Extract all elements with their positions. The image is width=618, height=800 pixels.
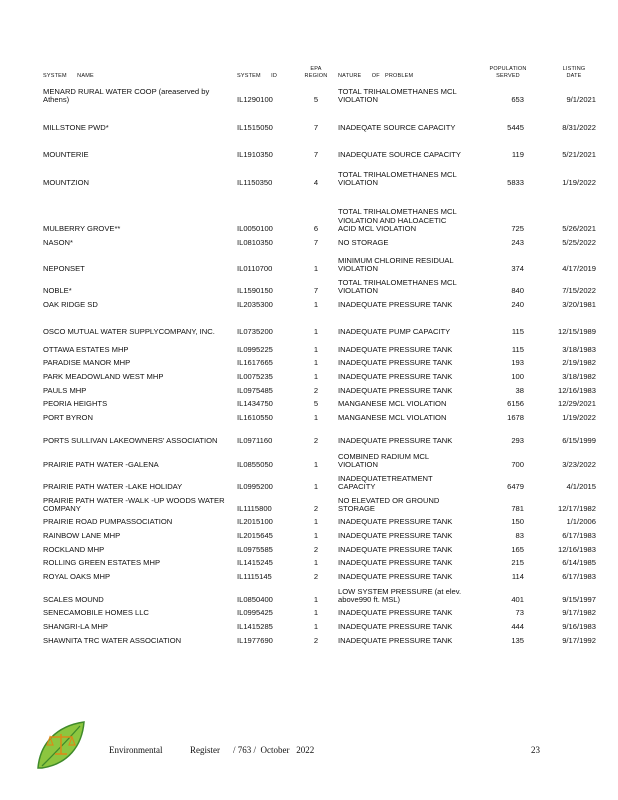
system-name-cell: PORTS SULLIVAN LAKEOWNERS' ASSOCIATION bbox=[43, 436, 218, 446]
problem-cell: INADEQUATE PRESSURE TANK bbox=[338, 386, 453, 396]
population-cell: 100 bbox=[511, 372, 524, 382]
system-name-cell: PEORIA HEIGHTS bbox=[43, 399, 108, 409]
epa-region-cell: 1 bbox=[313, 327, 319, 337]
system-id-cell: IL0975585 bbox=[237, 545, 273, 555]
population-cell: 840 bbox=[511, 286, 524, 296]
system-id-cell: IL1434750 bbox=[237, 399, 273, 409]
listing-date-cell: 9/1/2021 bbox=[566, 95, 596, 105]
epa-region-cell: 1 bbox=[313, 622, 319, 632]
listing-date-cell: 9/15/1997 bbox=[562, 595, 596, 605]
listing-date-cell: 8/31/2022 bbox=[562, 123, 596, 133]
listing-date-cell: 5/26/2021 bbox=[562, 224, 596, 234]
table-row bbox=[0, 606, 618, 646]
system-name-cell: SHANGRI-LA MHP bbox=[43, 622, 108, 632]
header-population-served: POPULATION SERVED bbox=[489, 66, 527, 79]
system-id-cell: IL2015645 bbox=[237, 531, 273, 541]
problem-cell: COMBINED RADIUM MCL VIOLATION bbox=[338, 451, 429, 470]
epa-region-cell: 1 bbox=[313, 300, 319, 310]
population-cell: 119 bbox=[511, 150, 524, 160]
population-cell: 114 bbox=[511, 572, 524, 582]
system-id-cell: IL0995200 bbox=[237, 482, 273, 492]
population-cell: 150 bbox=[511, 517, 524, 527]
system-id-cell: IL1115145 bbox=[237, 572, 272, 582]
problem-cell: TOTAL TRIHALOMETHANES MCL VIOLATION bbox=[338, 169, 457, 188]
population-cell: 725 bbox=[511, 224, 524, 234]
problem-cell: INADEQATE SOURCE CAPACITY bbox=[338, 123, 456, 133]
listing-date-cell: 12/16/1983 bbox=[557, 545, 596, 555]
footer-publication: Environmental bbox=[109, 745, 163, 755]
problem-cell: INADEQUATETREATMENT CAPACITY bbox=[338, 473, 433, 492]
listing-date-cell: 12/29/2021 bbox=[557, 399, 596, 409]
problem-cell: INADEQUATE PRESSURE TANK bbox=[338, 572, 453, 582]
population-cell: 444 bbox=[511, 622, 524, 632]
population-cell: 165 bbox=[511, 545, 524, 555]
population-cell: 240 bbox=[511, 300, 524, 310]
system-name-cell: NOBLE* bbox=[43, 286, 72, 296]
epa-region-cell: 2 bbox=[313, 636, 319, 646]
system-name-cell: MOUNTERIE bbox=[43, 150, 89, 160]
system-id-cell: IL1590150 bbox=[237, 286, 273, 296]
epa-region-cell: 7 bbox=[313, 238, 319, 248]
population-cell: 135 bbox=[511, 636, 524, 646]
header-system-name: SYSTEM NAME bbox=[43, 73, 94, 79]
system-name-cell: SHAWNITA TRC WATER ASSOCIATION bbox=[43, 636, 182, 646]
system-id-cell: IL1415245 bbox=[237, 558, 273, 568]
problem-cell: INADEQUATE PRESSURE TANK bbox=[338, 622, 453, 632]
problem-cell: INADEQUATE PUMP CAPACITY bbox=[338, 327, 451, 337]
listing-date-cell: 6/14/1985 bbox=[562, 558, 596, 568]
epa-region-cell: 1 bbox=[313, 595, 319, 605]
epa-region-cell: 4 bbox=[313, 178, 319, 188]
listing-date-cell: 4/17/2019 bbox=[562, 264, 596, 274]
system-name-cell: MENARD RURAL WATER COOP (areaserved by Athens) bbox=[43, 86, 210, 105]
epa-region-cell: 1 bbox=[313, 531, 319, 541]
epa-region-cell: 2 bbox=[313, 572, 319, 582]
epa-region-cell: 1 bbox=[313, 345, 319, 355]
system-name-cell: ROLLING GREEN ESTATES MHP bbox=[43, 558, 161, 568]
system-id-cell: IL1415285 bbox=[237, 622, 273, 632]
population-cell: 374 bbox=[511, 264, 524, 274]
epa-region-cell: 1 bbox=[313, 372, 319, 382]
listing-date-cell: 1/19/2022 bbox=[562, 178, 596, 188]
problem-cell: INADEQUATE PRESSURE TANK bbox=[338, 558, 453, 568]
population-cell: 6156 bbox=[507, 399, 524, 409]
population-cell: 5833 bbox=[507, 178, 524, 188]
epa-region-cell: 1 bbox=[313, 264, 319, 274]
problem-cell: INADEQUATE PRESSURE TANK bbox=[338, 517, 453, 527]
header-epa-region: EPA REGION bbox=[304, 66, 328, 79]
listing-date-cell: 1/19/2022 bbox=[562, 413, 596, 423]
system-name-cell: PORT BYRON bbox=[43, 413, 93, 423]
population-cell: 243 bbox=[511, 238, 524, 248]
problem-cell: TOTAL TRIHALOMETHANES MCL VIOLATION bbox=[338, 86, 457, 105]
system-id-cell: IL0110700 bbox=[237, 264, 273, 274]
population-cell: 215 bbox=[511, 558, 524, 568]
system-name-cell: RAINBOW LANE MHP bbox=[43, 531, 121, 541]
system-id-cell: IL0050100 bbox=[237, 224, 273, 234]
system-name-cell: PRAIRIE PATH WATER -LAKE HOLIDAY bbox=[43, 482, 183, 492]
population-cell: 1678 bbox=[507, 413, 524, 423]
system-id-cell: IL0850400 bbox=[237, 595, 273, 605]
footer-register: Register bbox=[190, 745, 220, 755]
system-id-cell: IL1150350 bbox=[237, 178, 273, 188]
population-cell: 5445 bbox=[507, 123, 524, 133]
listing-date-cell: 9/16/1983 bbox=[562, 622, 596, 632]
system-id-cell: IL1610550 bbox=[237, 413, 273, 423]
system-id-cell: IL1290100 bbox=[237, 95, 273, 105]
listing-date-cell: 6/15/1999 bbox=[562, 436, 596, 446]
epa-region-cell: 1 bbox=[313, 413, 319, 423]
population-cell: 73 bbox=[515, 608, 524, 618]
epa-region-cell: 1 bbox=[313, 608, 319, 618]
problem-cell: INADEQUATE PRESSURE TANK bbox=[338, 345, 453, 355]
system-name-cell: PRAIRIE PATH WATER -WALK -UP WOODS WATER COMPANY bbox=[43, 495, 225, 514]
footer-page-number: 23 bbox=[531, 745, 540, 755]
system-id-cell: IL1910350 bbox=[237, 150, 273, 160]
system-name-cell: MOUNTZION bbox=[43, 178, 89, 188]
population-cell: 781 bbox=[511, 504, 524, 514]
system-id-cell: IL0975485 bbox=[237, 386, 273, 396]
epa-region-cell: 5 bbox=[313, 399, 319, 409]
listing-date-cell: 6/17/1983 bbox=[562, 531, 596, 541]
epa-region-cell: 1 bbox=[313, 517, 319, 527]
population-cell: 193 bbox=[511, 358, 524, 368]
epa-region-cell: 2 bbox=[313, 504, 319, 514]
system-id-cell: IL0075235 bbox=[237, 372, 273, 382]
listing-date-cell: 3/18/1983 bbox=[562, 345, 596, 355]
system-name-cell: PRAIRIE PATH WATER -GALENA bbox=[43, 460, 159, 470]
problem-cell: INADEQUATE PRESSURE TANK bbox=[338, 545, 453, 555]
listing-date-cell: 1/1/2006 bbox=[566, 517, 596, 527]
problem-cell: INADEQUATE PRESSURE TANK bbox=[338, 531, 453, 541]
system-id-cell: IL2015100 bbox=[237, 517, 273, 527]
system-id-cell: IL0810350 bbox=[237, 238, 273, 248]
epa-region-cell: 1 bbox=[313, 460, 319, 470]
epa-region-cell: 7 bbox=[313, 150, 319, 160]
epa-region-cell: 2 bbox=[313, 386, 319, 396]
problem-cell: INADEQUATE PRESSURE TANK bbox=[338, 608, 453, 618]
system-name-cell: SCALES MOUND bbox=[43, 595, 104, 605]
system-name-cell: ROCKLAND MHP bbox=[43, 545, 105, 555]
epa-region-cell: 7 bbox=[313, 123, 319, 133]
system-id-cell: IL1617665 bbox=[237, 358, 273, 368]
population-cell: 401 bbox=[511, 595, 524, 605]
header-listing-date: LISTING DATE bbox=[562, 66, 586, 79]
population-cell: 115 bbox=[511, 345, 524, 355]
problem-cell: TOTAL TRIHALOMETHANES MCL VIOLATION bbox=[338, 277, 457, 296]
system-id-cell: IL1977690 bbox=[237, 636, 273, 646]
epa-region-cell: 2 bbox=[313, 545, 319, 555]
epa-region-cell: 7 bbox=[313, 286, 319, 296]
problem-cell: NO STORAGE bbox=[338, 238, 389, 248]
problem-cell: INADEQUATE PRESSURE TANK bbox=[338, 300, 453, 310]
system-name-cell: MULBERRY GROVE** bbox=[43, 224, 121, 234]
population-cell: 700 bbox=[511, 460, 524, 470]
listing-date-cell: 4/1/2015 bbox=[566, 482, 596, 492]
listing-date-cell: 12/16/1983 bbox=[557, 386, 596, 396]
system-id-cell: IL0855050 bbox=[237, 460, 273, 470]
system-name-cell: SENECAMOBILE HOMES LLC bbox=[43, 608, 149, 618]
population-cell: 653 bbox=[511, 95, 524, 105]
leaf-scales-logo-icon bbox=[34, 718, 88, 772]
system-name-cell: ROYAL OAKS MHP bbox=[43, 572, 111, 582]
listing-date-cell: 12/17/1982 bbox=[557, 504, 596, 514]
problem-cell: INADEQUATE PRESSURE TANK bbox=[338, 372, 453, 382]
system-name-cell: PARK MEADOWLAND WEST MHP bbox=[43, 372, 164, 382]
listing-date-cell: 3/18/1982 bbox=[562, 372, 596, 382]
population-cell: 83 bbox=[515, 531, 524, 541]
system-name-cell: NASON* bbox=[43, 238, 73, 248]
system-name-cell: NEPONSET bbox=[43, 264, 85, 274]
problem-cell: LOW SYSTEM PRESSURE (at elev. above990 ft. MSL) bbox=[338, 586, 462, 605]
system-id-cell: IL0995225 bbox=[237, 345, 273, 355]
header-system-id: SYSTEM ID bbox=[237, 73, 278, 79]
system-name-cell: OAK RIDGE SD bbox=[43, 300, 98, 310]
population-cell: 6479 bbox=[507, 482, 524, 492]
epa-region-cell: 5 bbox=[313, 95, 319, 105]
problem-cell: TOTAL TRIHALOMETHANES MCL VIOLATION AND HALOACETIC ACID MCL VIOLATION bbox=[338, 207, 457, 234]
problem-cell: INADEQUATE PRESSURE TANK bbox=[338, 358, 453, 368]
listing-date-cell: 5/21/2021 bbox=[562, 150, 596, 160]
listing-date-cell: 7/15/2022 bbox=[562, 286, 596, 296]
system-name-cell: PARADISE MANOR MHP bbox=[43, 358, 131, 368]
listing-date-cell: 2/19/1982 bbox=[562, 358, 596, 368]
system-name-cell: MILLSTONE PWD* bbox=[43, 123, 109, 133]
problem-cell: NO ELEVATED OR GROUND STORAGE bbox=[338, 495, 440, 514]
problem-cell: INADEQUATE SOURCE CAPACITY bbox=[338, 150, 461, 160]
epa-region-cell: 1 bbox=[313, 482, 319, 492]
listing-date-cell: 3/23/2022 bbox=[562, 460, 596, 470]
system-id-cell: IL0995425 bbox=[237, 608, 273, 618]
footer-issue: / 763 / October 2022 bbox=[233, 745, 315, 755]
listing-date-cell: 3/20/1981 bbox=[562, 300, 596, 310]
system-id-cell: IL0971160 bbox=[237, 436, 273, 446]
population-cell: 293 bbox=[511, 436, 524, 446]
system-id-cell: IL0735200 bbox=[237, 327, 273, 337]
system-id-cell: IL1515050 bbox=[237, 123, 273, 133]
system-name-cell: OSCO MUTUAL WATER SUPPLYCOMPANY, INC. bbox=[43, 327, 215, 337]
epa-region-cell: 2 bbox=[313, 436, 319, 446]
problem-cell: MANGANESE MCL VIOLATION bbox=[338, 399, 447, 409]
listing-date-cell: 12/15/1989 bbox=[557, 327, 596, 337]
system-name-cell: PAULS MHP bbox=[43, 386, 87, 396]
epa-region-cell: 1 bbox=[313, 358, 319, 368]
listing-date-cell: 5/25/2022 bbox=[562, 238, 596, 248]
population-cell: 38 bbox=[515, 386, 524, 396]
epa-region-cell: 1 bbox=[313, 558, 319, 568]
listing-date-cell: 9/17/1982 bbox=[562, 608, 596, 618]
table-row bbox=[0, 148, 618, 188]
listing-date-cell: 9/17/1992 bbox=[562, 636, 596, 646]
system-id-cell: IL2035300 bbox=[237, 300, 273, 310]
problem-cell: INADEQUATE PRESSURE TANK bbox=[338, 436, 453, 446]
problem-cell: MINIMUM CHLORINE RESIDUAL VIOLATION bbox=[338, 255, 454, 274]
epa-region-cell: 6 bbox=[313, 224, 319, 234]
problem-cell: MANGANESE MCL VIOLATION bbox=[338, 413, 447, 423]
listing-date-cell: 6/17/1983 bbox=[562, 572, 596, 582]
system-id-cell: IL1115800 bbox=[237, 504, 272, 514]
system-name-cell: PRAIRIE ROAD PUMPASSOCIATION bbox=[43, 517, 173, 527]
system-name-cell: OTTAWA ESTATES MHP bbox=[43, 345, 129, 355]
problem-cell: INADEQUATE PRESSURE TANK bbox=[338, 636, 453, 646]
population-cell: 115 bbox=[511, 327, 524, 337]
header-nature-of-problem: NATURE OF PROBLEM bbox=[338, 73, 414, 79]
